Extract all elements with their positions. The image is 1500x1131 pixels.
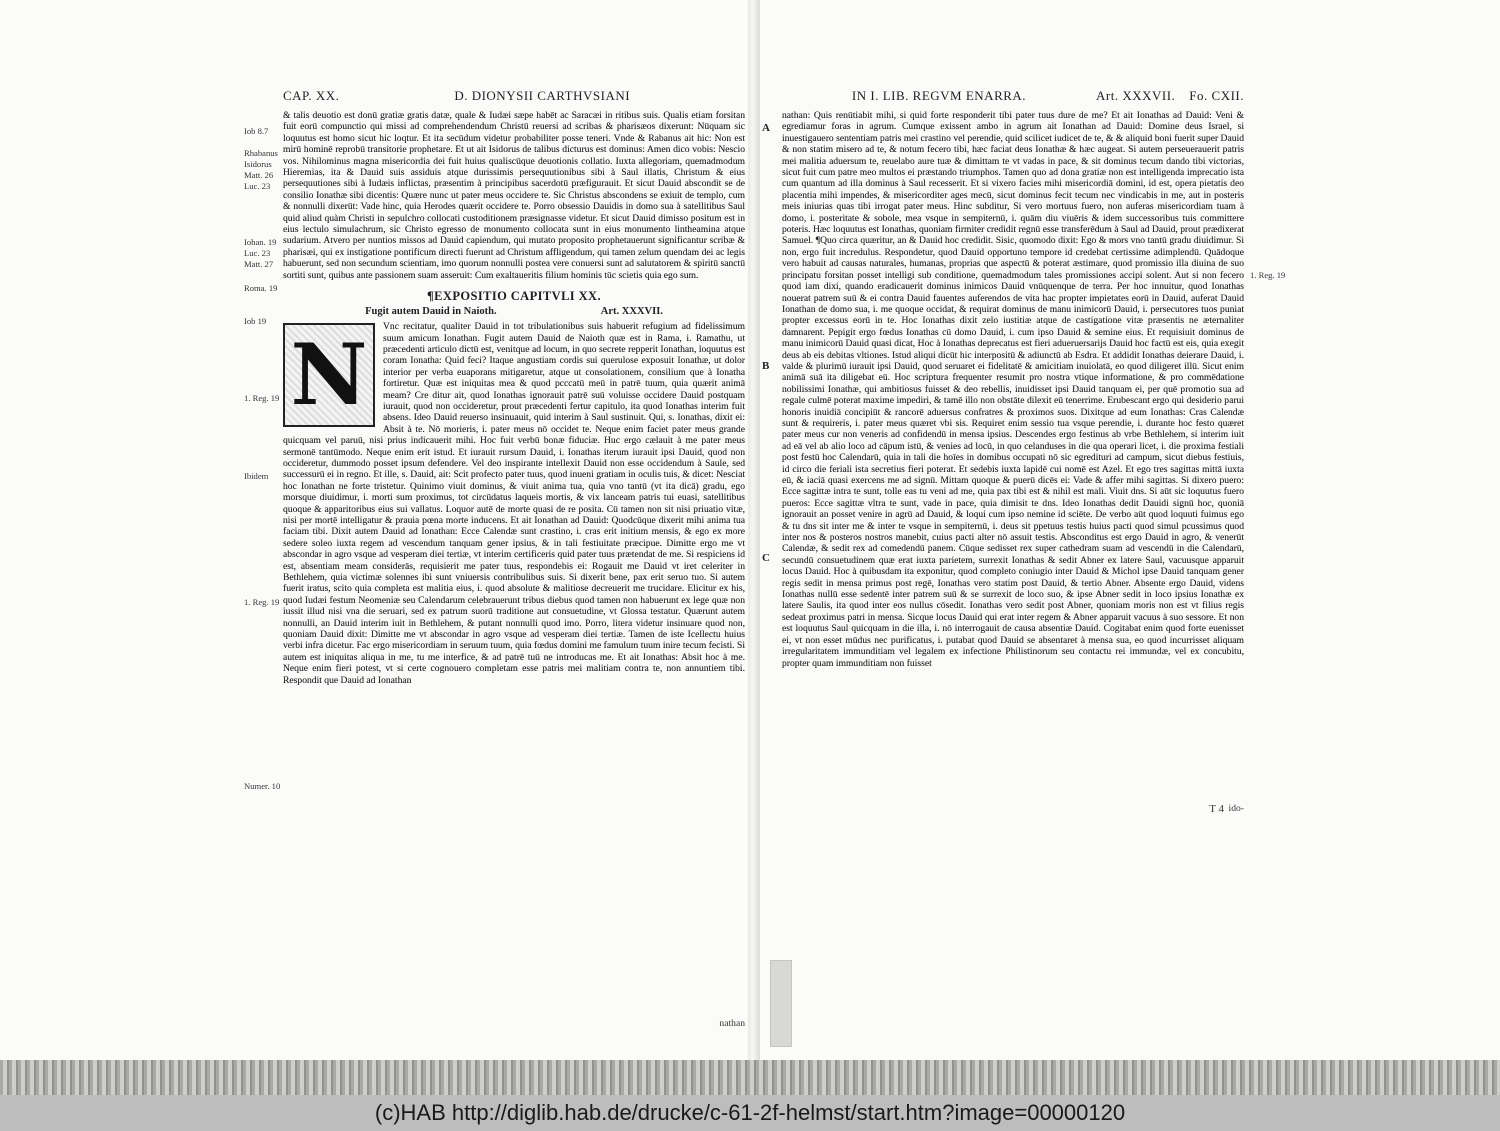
right-main-text: nathan: Quis renūtiabit mihi, si quid forte responderit tibi pater tuus dure de me? Et ait Ionathas ad Dauid: Veni & egrediamur foras in agrum. Cumque exissent ambo in agrum ait Ionathan ad Dauid: Domine deus Israel, si inuestigauero sententiam patris mei crastino vel perendie, quid scilicet iudicet de te, & & aliquid boni fuerit super Dauid & non statim misero ad te, & notum fecero tibi, hæc faciat deus Ionathæ & hæc augeat. Si autem perseuerauerit patris mei malitia aduersum te, reuelabo aure tuæ & dimittam te vt vadas in pace, & sit dominus tecum dando tibi victorias, sicut fuit cum patre meo multos ei præstando triumphos. Tamen quo ad dona gratiæ non est intelligenda imprecatio ista cum quantum ad illa dominus à Saul recesserit. Et si vixero facies mihi misericordiā domini, id est, opera pietatis deo placentia mihi impendes, & misericorditer ages mecū, sicut dominus fecit tecum nec vindicabis in me, aut in posteris meis iniurias quas tibi irrogat pater meus. Hinc subditur, Si vero mortuus fuero, non auferas misericordiam tuam à domo, i. posteritate & sobole, mea vsque in sempiternū, i. quām diu viuēris & idem successoribus tuis committere poteris. Hæc loquutus est Ionathas, quoniam firmiter credidit regnū esse transferēdum à Saul ad Dauid, prout prædixerat Samuel. ¶Quo circa quæritur, an & Dauid hoc credidit. Sisic, quomodo dixit: Ego & mors vno tantū gradu diuidimur. Si non, ergo fuit incredulus. Respondetur, quod Dauid opportuno tempore id credebat certissime adimplendū. Quādoque vero habuit ad causas naturales, humanas, proprias que aspectū & poterat æstimare, quod promissio illa diuina de suo principatu forsitan posset intelligi sub conditione, quemadmodum tales promissiones accipi solent. Aut si non fecero quod iam dixi, quando eradicauerit dominus inimicos Dauid vnūquenque de terra. Per hoc innuitur, quod Ionathas nouerat patrem suū & ei contra Dauid fauentes auferendos de vita hac propter impietates eorū in Dauid, auferat Dauid Ionathan de domo sua, i. me quoque occidat, & requirat dominus de manu inimicorū Dauid, i. persecutores tuos puniat propter excessus eorū in te. Hoc Ionathas dixit zelo iustitiæ atque de castigatione vitæ præsentis ne æternaliter damnarent. Pepigit ergo fœdus Ionathas cū domo Dauid, i. cum ipso Dauid & semine eius. Et requisiuit dominus de manu inimicorū Dauid quasi dicat, Hoc à Ionathas deprecatus est fieri adueruersarijs Dauid hoc factū est eis, quia exegit deus ab eis debitas vltiones. Istud aliqui dicūt hic interpositū & adiunctū ab Esdra. Et addidit Ionathas deierare Dauid, i. valde & plurimū iurauit ipsi Dauid, quod seruaret ei fidelitatē & amicitiam inuiolatā, eo quod diligeret illū. Sicut enim animā suā ita diligebat eū. Hoc scriptura frequenter resumit pro nostra vtique informatione, & pro commēdatione nobilissimi Ionathæ, qui ambitiosus fuisset & deo rebellis, inuidisset ipsi Dauid tanquam ei, per quē promotio sua ad regale culmē poterat maxime impediri, & tamē illo non obstāte dilexit eū tenerrime. Erubescant ergo qui desiderio parui honoris inuidiā concipiūt & rancorē aduersus confratres & proximos suos. Dixitque ad eum Ionathas: Cras Calendæ sunt & requireris, i. pater meus quæret vbi sis. Requiret enim sessio tua vsque perendie, i. durante hoc festo quæret pater meus cur non veneris ad confidendū in mensa ipsius. Descendes ergo festinus ab vrbe Bethlehem, si interim iuit ad eā vel ab alio loco ad cāpum istū, & venies ad locū, in quo celanduses in die qua operari licet, i. die proxima festiali post festū hoc Calendarū, quia in tali die hoīes in domibus occupati nō sic egredituri ad campum, sicut diebus festiuis, id circo die feriali ista secretius fieri poterat. Et sedebis iuxta lapidē cui nomē est Azel. Et ego tres sagittas mittā iuxta eū, & iaciā quasi exercens me ad signū. Mittam quoque & puerū dicēs ei: Vade & affer mihi sagittas. Si dixero puero: Ecce sagittæ intra te sunt, tolle eas tu veni ad me, quia pax tibi est & nihil est mali. Viuit dns. Si aūt sic loquutus fuero pueros: Ecce sagittæ vltra te sunt, vade in pace, quia dimisit te dns. Ideo Ionathas dedit Dauidi signū hoc, quoniā ignorauit an posset venire in agrū ad Dauid, & loqui cum ipso nemine id sciēte. De verbo aūt quod loquuti fuimus ego & tu dns sit inter me & inter te vsque in sempiternū, i. deus sit ppetuus testis huius pacti quod simul pcussimus quod inter nos & posteros nostros manebit, cuius pacti alter nō assuit testis. Absconditus est ergo Dauid in agro, & venerūt Calendæ, & sedit rex ad comedendū panem. Cūque sedisset rex super cathedram suam ad vescendū in die Calendarū, secundū consuetudinem quæ erat iuxta parietem, surrexit Ionathas & sedit Abner ex latere Saul, vacuusque apparuit locus Dauid. Hoc à quibusdam ita exponitur, quod completo coniugio inter Dauid & Michol ipse Dauid tanquam gener regis sedit in mensa primus post regē, Ionathas vero statim post Dauid, & tertio Abner. Absente ergo Dauid, videns Ionathas nullū esse sedentē inter patrem suū & se surrexit de loco suo, & ipse Abner sedit in loco ipsius Ionathæ ex latere Saulis, ita quod inter eos nullus cōsedit. Ionathas vero sedit post Abner, quoniam moris non est vt filius regis sedeat proximus patri in mensa. Sicque locus Dauid qui erat inter regem & Abner apparuit vacuus à suo sessore. Et non est loquutus Saul quicquam in die illa, i. nō interrogauit de causa absentiæ Dauid. Cogitabat enim quod forte euenisset ei, vt non esset mūdus nec purificatus, i. putabat quod Dauid se absentaret à mensa sua, eo quod incurrisset aliquam irregularitatem immunditiam vel legalem ex infectione Philistinorum seu contactu rei immundæ, vel ex concubitu, propter quam immunditiam non fuisset: [782, 110, 1244, 669]
section-heading: ¶EXPOSITIO CAPITVLI XX.: [427, 289, 601, 304]
signature-mark: T 4: [1209, 803, 1224, 815]
margin-note: Luc. 23: [244, 181, 271, 191]
right-running-head: [782, 88, 1244, 104]
right-page: [782, 88, 1244, 815]
source-url-text: (c)HAB http://diglib.hab.de/drucke/c-61-2f-helmst/start.htm?image=00000120: [374, 1100, 1126, 1125]
left-main-text: Vnc recitatur, qualiter Dauid in tot tribulationibus suis habuerit refugium ad fidelissimum suum amicum Ionathan. Fugit autem Dauid de Naioth quæ est in Rama, i. Ramathu, ut præcedenti articulo dictū est, venitque ad locum, in quo secrete repperit Ionathan, loquutus est coram Ionatha: Quid feci? Itaque angustiam cordis sui querulose exposuit Ionathæ, ut dolor interior per verba euaporans mitigaretur, atque ut consolationem, consilium que à Ionatha fortiretur. Quæ est iniquitas mea & quod pcccatū meū in patrē tuum, quia quærit animā meam? Cre ditur ait, quod Ionathas ignorauit patrē suū voluisse occidere Dauid postquam iurauit, quod non occideretur, prout præcedenti fertur capitulo, ita quod Ionathas interim fuit absens. Ideo Dauid reuerso insinuauit, quid interim à Saul sustinuit. Qui, s. Ionathas, dixit ei: Absit à te. Nō morieris, i. pater meus nō occidet te. Neque enim faciet pater meus grande quicquam vel paruū, nisi prius indicauerit mihi. Hoc fuit verbū bonæ fiduciæ. Huc ergo cælauit à me pater meus sermonē tantūmodo. Neque enim erit istud. Et iurauit rursum Dauid, i. Ionathas iterum iurauit ipsi Dauid, quod non occideretur, dummodo posset ipsum defendere. Vel deo inspirante intellexit Dauid non esse occidendum à Saule, sed successurū ei in regno. Et ille, s. Dauid, ait: Scit profecto pater tuus, quod inueni gratiam in oculis tuis, & dicet: Nesciat hoc Ionathan ne forte tristetur. Quinimo viuit dominus, & viuit anima tua, quia vno tantū (vt ita dicā) gradu, ego morsque diuidimur, i. morti sum proximus, tot circūdatus laqueis mortis, & vix lanceam patris tui euasi, satellitibus quoque & apparitoribus eius sui vallatus. Loquor autē de morte quasi de re posita. Cū tamen non sit nisi priuatio vitæ, nisi per mortē intelligatur & prauia pœna morte inducens. Et ait Ionathan ad Dauid: Quodcūque dixerit mihi anima tua faciam tibi. Dixit autem Dauid ad Ionathan: Ecce Calendæ sunt crastino, i. cras erit initium mensis, & ego ex more sedere soleo iuxta regem ad vescendum tanquam gener ipsius, & in tali festiuitate præcipue. Dimitte ergo me vt abscondar in agro vsque ad vesperam diei tertiæ, vt interim certificeris quid pater tuus prætendat de me. Si respiciens id est, absentiam meam considerās, requisierit me pater tuus, respondebis ei: Rogauit me Dauid vt iret celeriter in Bethlehem, quia victimæ solennes ibi sunt vniuersis contribulibus suis. Si dixerit bene, pax erit seruo tuo. Si autem fuerit iratus, scito quia completa est malitia eius, i. quod absolute & malitiose decreuerit me trucidare. Elicitur ex his, quod Iudæi festum Neomeniæ seu Calendarum celebrauerunt tribus diebus quod tamen non habuerunt ex lege quæ non iussit illud nisi vna die seruari, sed ex patrum suorū traditione aut consuetudine, vt Glossa testatur. Quærunt autem nonnulli, an Dauid interim iuit in Bethlehem, & putant nonnulli quod imo. Porro, litera videtur insinuare quod non, quoniam Dauid dixit: Dimitte me vt abscondar in agro vsque ad vesperam diei tertiæ. Tamen de iste Icellectu huius verbi infra dicetur. Fac ergo misericordiam in seruum tuum, quia fœdus domini me famulum tuum inire tecum fecisti. Si autem est iniquitas aliqua in me, tu me interfice, & ad patrē tuū ne introducas me. Et ait Ionathas: Absit hoc à me. Neque enim fieri potest, vt si certe cognouero completam esse patris mei malitiam contra te, non annuntiem tibi. Respondit que Dauid ad Ionathan: [283, 321, 745, 686]
margin-note: Rhabanus: [244, 148, 278, 158]
scan-edge-strip: [0, 1060, 1500, 1095]
margin-note: 1. Reg. 19: [244, 597, 280, 607]
left-book-title: D. DIONYSII CARTHVSIANI: [454, 88, 631, 103]
left-catch-word: nathan: [719, 1018, 745, 1029]
margin-note: Iob 19: [244, 316, 267, 326]
margin-note: Matt. 27: [244, 259, 274, 269]
book-gutter: [748, 0, 760, 1060]
paper-tab: [770, 960, 792, 1047]
right-catch-word: ido-: [1228, 803, 1244, 814]
margin-note: Roma. 19: [244, 283, 278, 293]
left-chapter-label: CAP. XX.: [283, 88, 340, 103]
margin-note: Ibidem: [244, 471, 269, 481]
margin-note: Luc. 23: [244, 248, 271, 258]
right-article-label: Art. XXXVII.: [1096, 88, 1176, 103]
margin-note: Matt. 26: [244, 170, 274, 180]
initial-letter: N: [290, 325, 368, 425]
left-running-head: [283, 88, 745, 104]
folio-number: Fo. CXII.: [1189, 88, 1244, 103]
margin-note: 1. Reg. 19: [244, 393, 280, 403]
margin-note: 1. Reg. 19: [1250, 270, 1286, 280]
left-page: [283, 88, 745, 1029]
section-article-label: Art. XXXVII.: [600, 306, 663, 318]
copyright-footer: [0, 1095, 1500, 1131]
margin-note: Numer. 10: [244, 781, 281, 791]
section-letter-marker: B: [762, 360, 770, 372]
decorated-initial: [283, 323, 375, 427]
section-subheading-text: Fugit autem Dauid in Naioth.: [365, 306, 497, 318]
section-letter-marker: C: [762, 552, 770, 564]
margin-note: Isidorus: [244, 159, 272, 169]
section-subheading: [313, 306, 715, 317]
left-intro-text: & talis deuotio est donū gratiæ gratis datæ, quale & Iudæi sæpe habēt ac Saracæi in ritibus suis. Qualis etiam forsitan fuit eorū compunctio qui missi ad comprehendendum Christū reuersi ad scribas & pharisæos dixerunt: Nūquam sic loquutus est homo sicut hic loqtur. Et ita secūdum videtur probabiliter posse teneri. Vnde & Rabanus ait hic: Non est mirū hominē reprobū transitorie prophetare. Et ut ait Isidorus de talibus dicturus est dominus: Amen dico vobis: Nescio vos. Nihilominus magna misericordia dei fuit huius qualiscūque deuotionis collatio. Iuxta allegoriam, quemadmodum Hieremias, ita & Dauid suis assiduis atque durissimis persequutionibus sibi à Saul illatis, Christum & eius persequutiones sibi à Iudæis inflictas, præsentim à principibus sacerdotū præfigurauit. Et sicut Dauid abscondit se de consilio Ionathæ sibi dicentis: Quære nunc ut pater meus occidere te. Sic Christus abscondens se exiuit de templo, cum & nonnulli dixerūt: Vade hinc, quia Herodes quærit occidere te. Porro obsessio Dauidis in domo sua à satellitibus Saul quid aliud quàm Christi in sepulchro collocati custoditionem præsignasse videtur. Et sicut Dauid dimisso positum est in eius lectulo simulachrum, sic Christo egresso de monumento collocata sunt in eius monumento lintheamina atque sudarium. Atvero per nuntios missos ad Dauid capiendum, qui mutato proposito prophetauerunt significantur scribæ & pharisæi, qui ex instigatione pontificum directi fuerunt ad Christum affligendum, qui tamen zelum quendam dei ac legis habuerunt, sed non secundum scientiam, imo quorum nonnulli postea vere conuersi sunt ad salutatorem & spiritū sanctū sortiti sunt, quibus ante passionem suam asseruit: Cum exaltaueritis filium hominis tūc scietis quia ego sum.: [283, 110, 745, 281]
margin-note: Iohan. 19: [244, 237, 277, 247]
margin-note: Iob 8.7: [244, 126, 269, 136]
section-letter-marker: A: [762, 122, 770, 134]
right-book-title: IN I. LIB. REGVM ENARRA.: [851, 88, 1027, 103]
